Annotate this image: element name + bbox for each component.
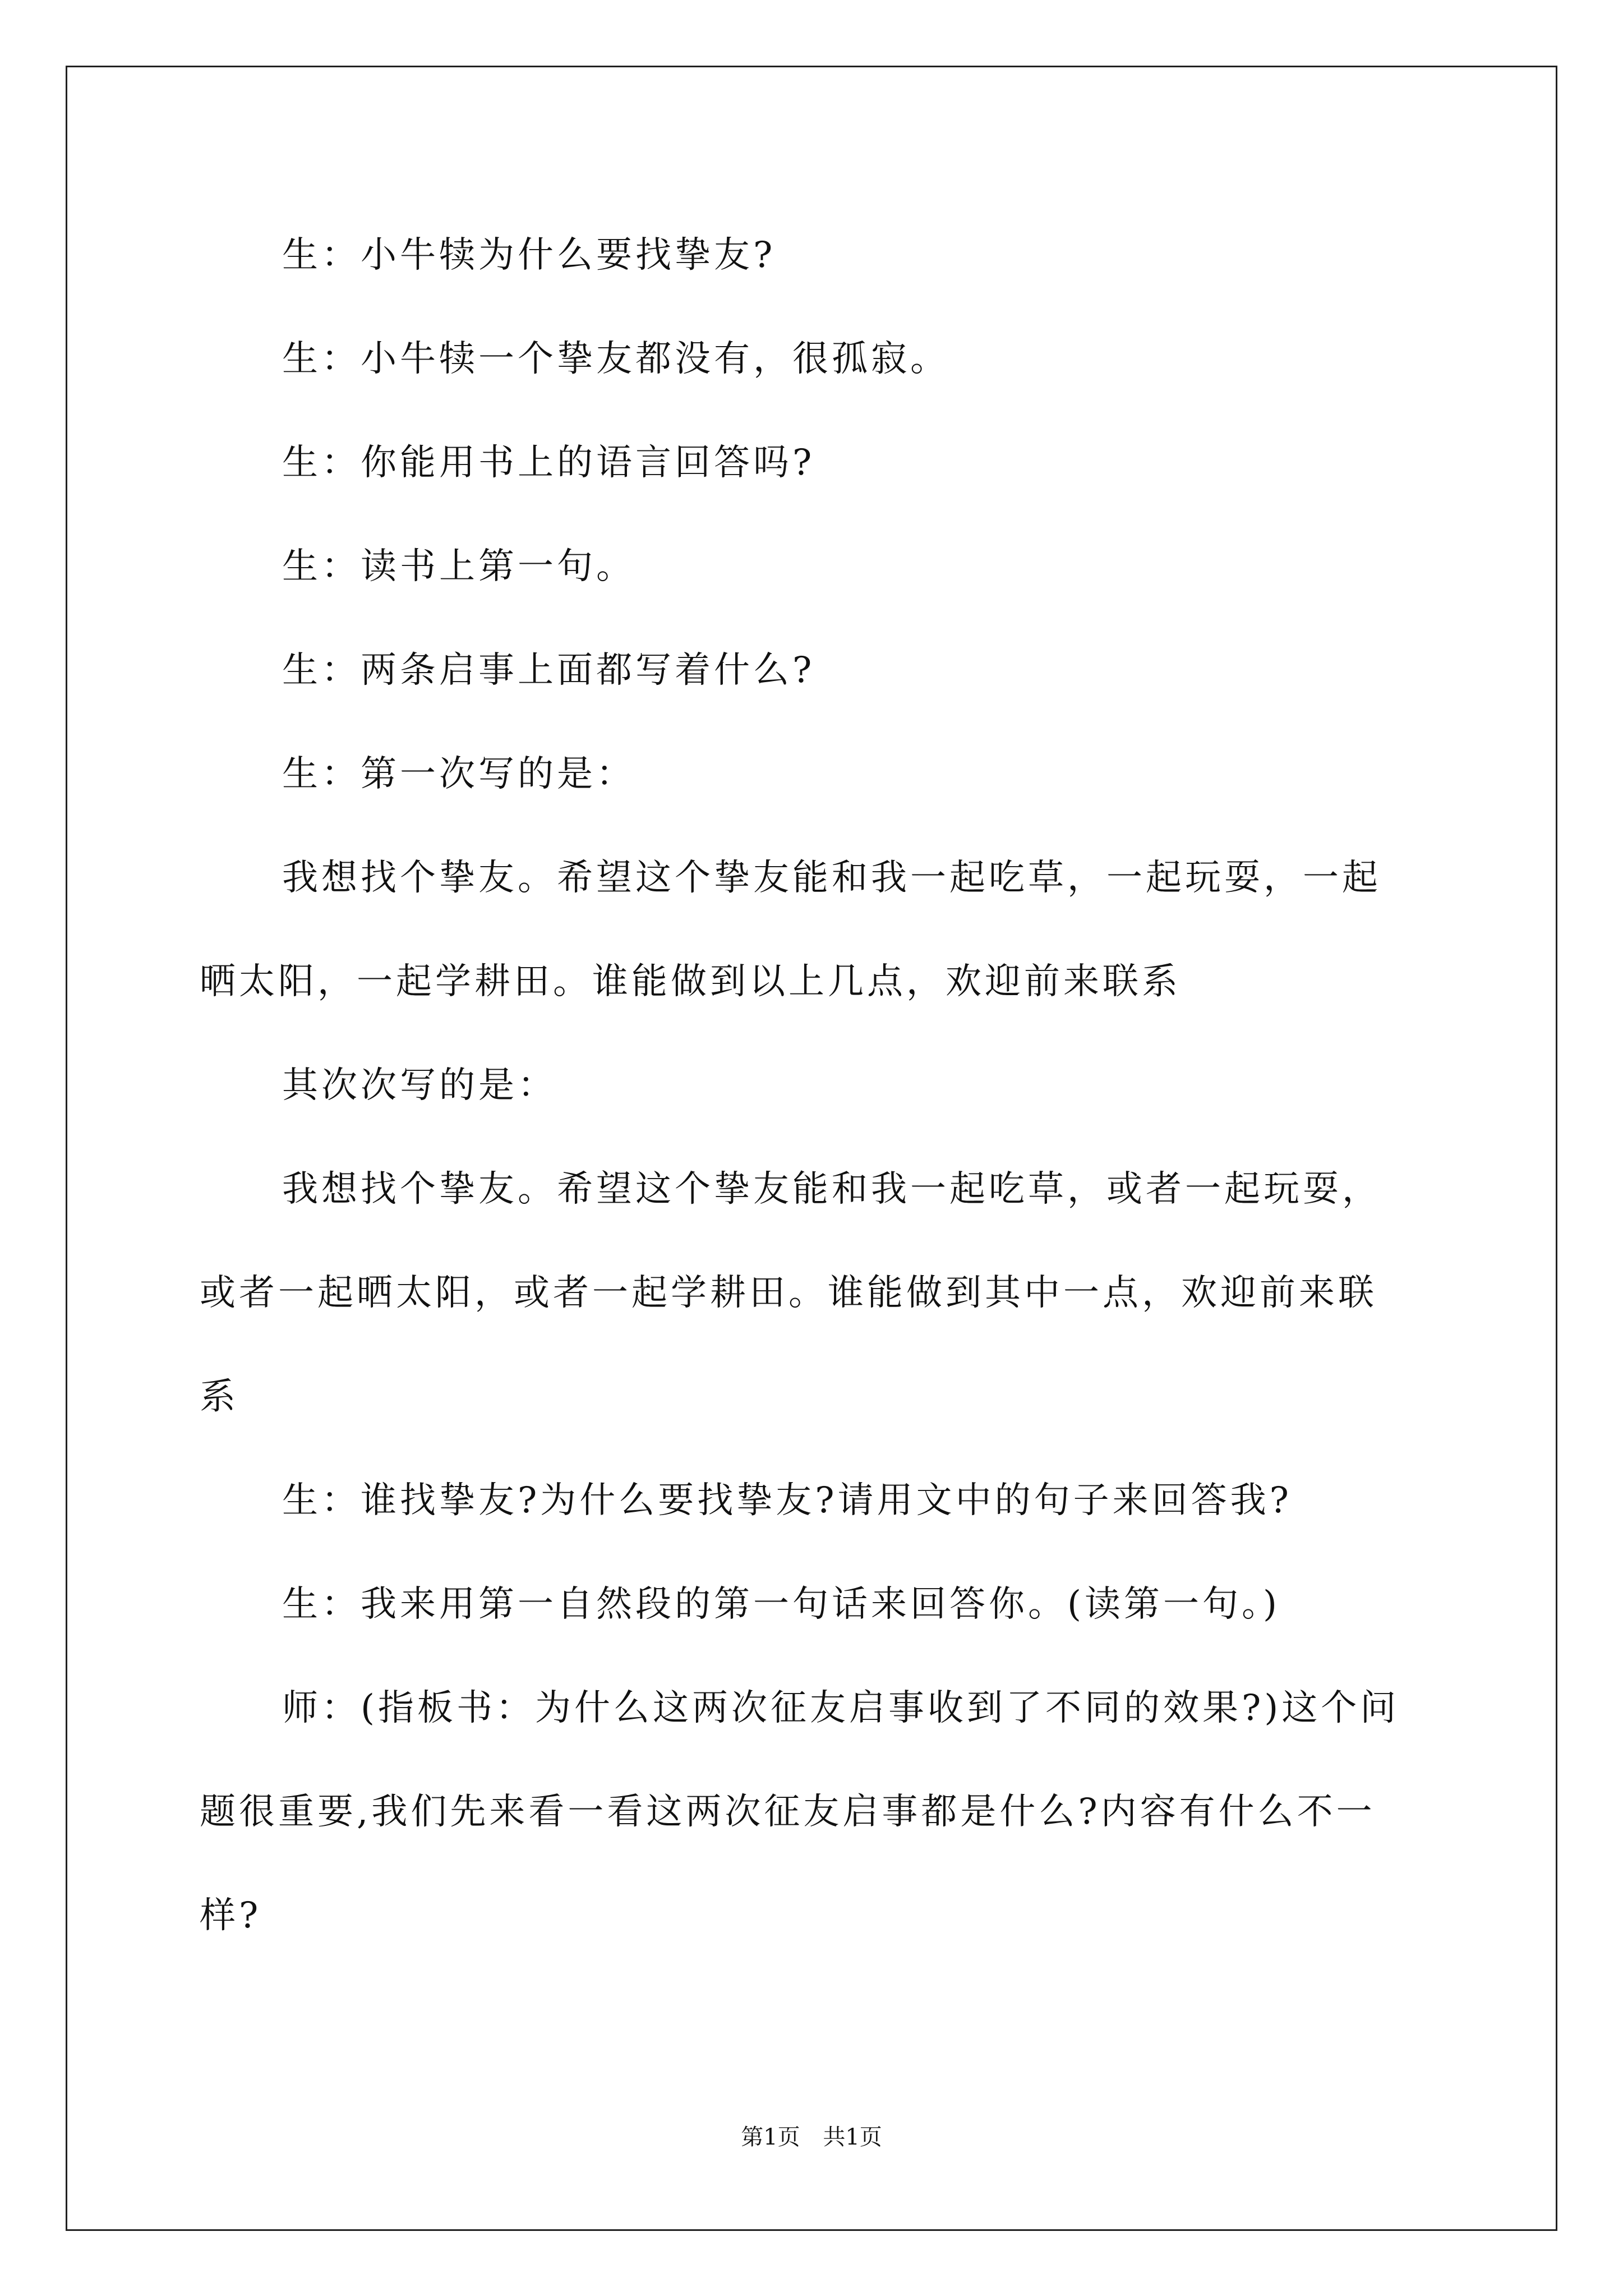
paragraph-line: 样? [200, 1895, 262, 1936]
paragraph-line: 师：(指板书：为什么这两次征友启事收到了不同的效果?)这个问 [282, 1687, 1400, 1729]
paragraph-line: 或者一起晒太阳，或者一起学耕田。谁能做到其中一点，欢迎前来联 [200, 1272, 1377, 1314]
paragraph-line: 生：第一次写的是： [282, 753, 635, 795]
paragraph-line: 题很重要,我们先来看一看这两次征友启事都是什么?内容有什么不一 [200, 1791, 1376, 1833]
page-footer [0, 2123, 1623, 2151]
paragraph-line: 系 [200, 1376, 239, 1418]
page-total: 共1页 [823, 2124, 882, 2150]
paragraph-line: 晒太阳，一起学耕田。谁能做到以上几点，欢迎前来联系 [200, 961, 1181, 1002]
paragraph-line: 生：小牛犊一个挚友都没有，很孤寂。 [282, 338, 949, 380]
page-number: 第1页 [741, 2124, 800, 2150]
paragraph-line: 生：我来用第一自然段的第一句话来回答你。(读第一句。) [282, 1584, 1280, 1625]
paragraph-line: 生：谁找挚友?为什么要找挚友?请用文中的句子来回答我? [282, 1480, 1292, 1521]
paragraph-line: 生：小牛犊为什么要找挚友? [282, 234, 776, 276]
paragraph-line: 生：两条启事上面都写着什么? [282, 650, 815, 691]
page-border [66, 66, 1557, 2231]
paragraph-line: 生：读书上第一句。 [282, 546, 635, 587]
paragraph-line: 生：你能用书上的语言回答吗? [282, 442, 815, 484]
paragraph-line: 我想找个挚友。希望这个挚友能和我一起吃草，一起玩耍，一起 [282, 857, 1381, 899]
paragraph-line: 其次次写的是： [282, 1065, 557, 1106]
paragraph-line: 我想找个挚友。希望这个挚友能和我一起吃草，或者一起玩耍， [282, 1168, 1381, 1210]
